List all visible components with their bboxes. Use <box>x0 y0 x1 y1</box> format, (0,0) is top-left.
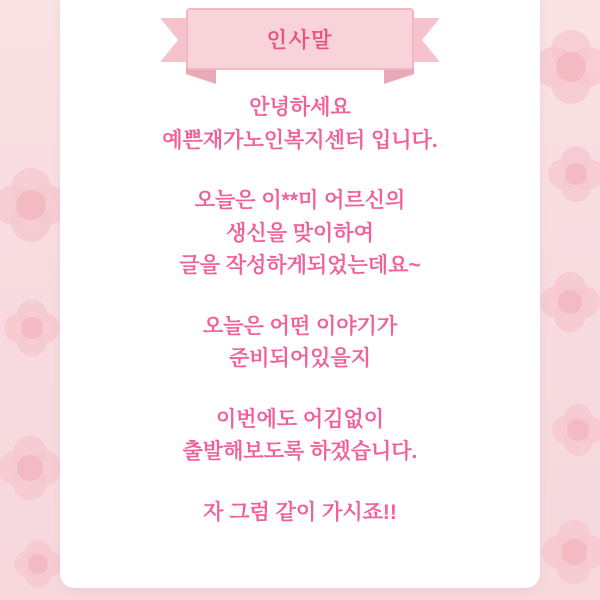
message-line: 생신을 맞이하여 <box>226 221 374 245</box>
message-stanza <box>88 92 512 157</box>
message-stanza <box>88 404 512 469</box>
flower-icon <box>552 404 600 456</box>
greeting-message <box>60 92 540 529</box>
card-paper <box>60 0 540 588</box>
message-line: 준비되어있을지 <box>228 347 371 371</box>
message-line: 오늘은 어떤 이야기가 <box>202 314 398 338</box>
message-stanza <box>88 311 512 376</box>
flower-icon <box>0 436 62 500</box>
message-line: 안녕하세요 <box>249 96 351 119</box>
flower-icon <box>14 540 62 588</box>
message-line: 이번에도 어김없이 <box>215 407 385 431</box>
message-line: 출발해보도록 하겠습니다. <box>182 440 418 464</box>
flower-icon <box>4 300 60 356</box>
message-line: 글을 작성하게되었는데요~ <box>179 254 421 278</box>
message-line: 오늘은 이**미 어르신의 <box>194 189 406 213</box>
flower-icon <box>540 272 600 332</box>
flower-icon <box>0 168 68 242</box>
message-stanza <box>88 185 512 283</box>
ribbon-body <box>186 8 414 70</box>
flower-icon <box>534 30 600 104</box>
flower-icon <box>542 520 600 584</box>
card-title: 인사말 <box>266 29 334 52</box>
flower-icon <box>548 146 600 202</box>
message-line: 자 그럼 같이 가시죠!! <box>203 500 397 524</box>
message-stanza <box>88 497 512 530</box>
ribbon-banner <box>160 8 440 86</box>
message-line: 예쁜재가노인복지센터 입니다. <box>162 128 438 152</box>
